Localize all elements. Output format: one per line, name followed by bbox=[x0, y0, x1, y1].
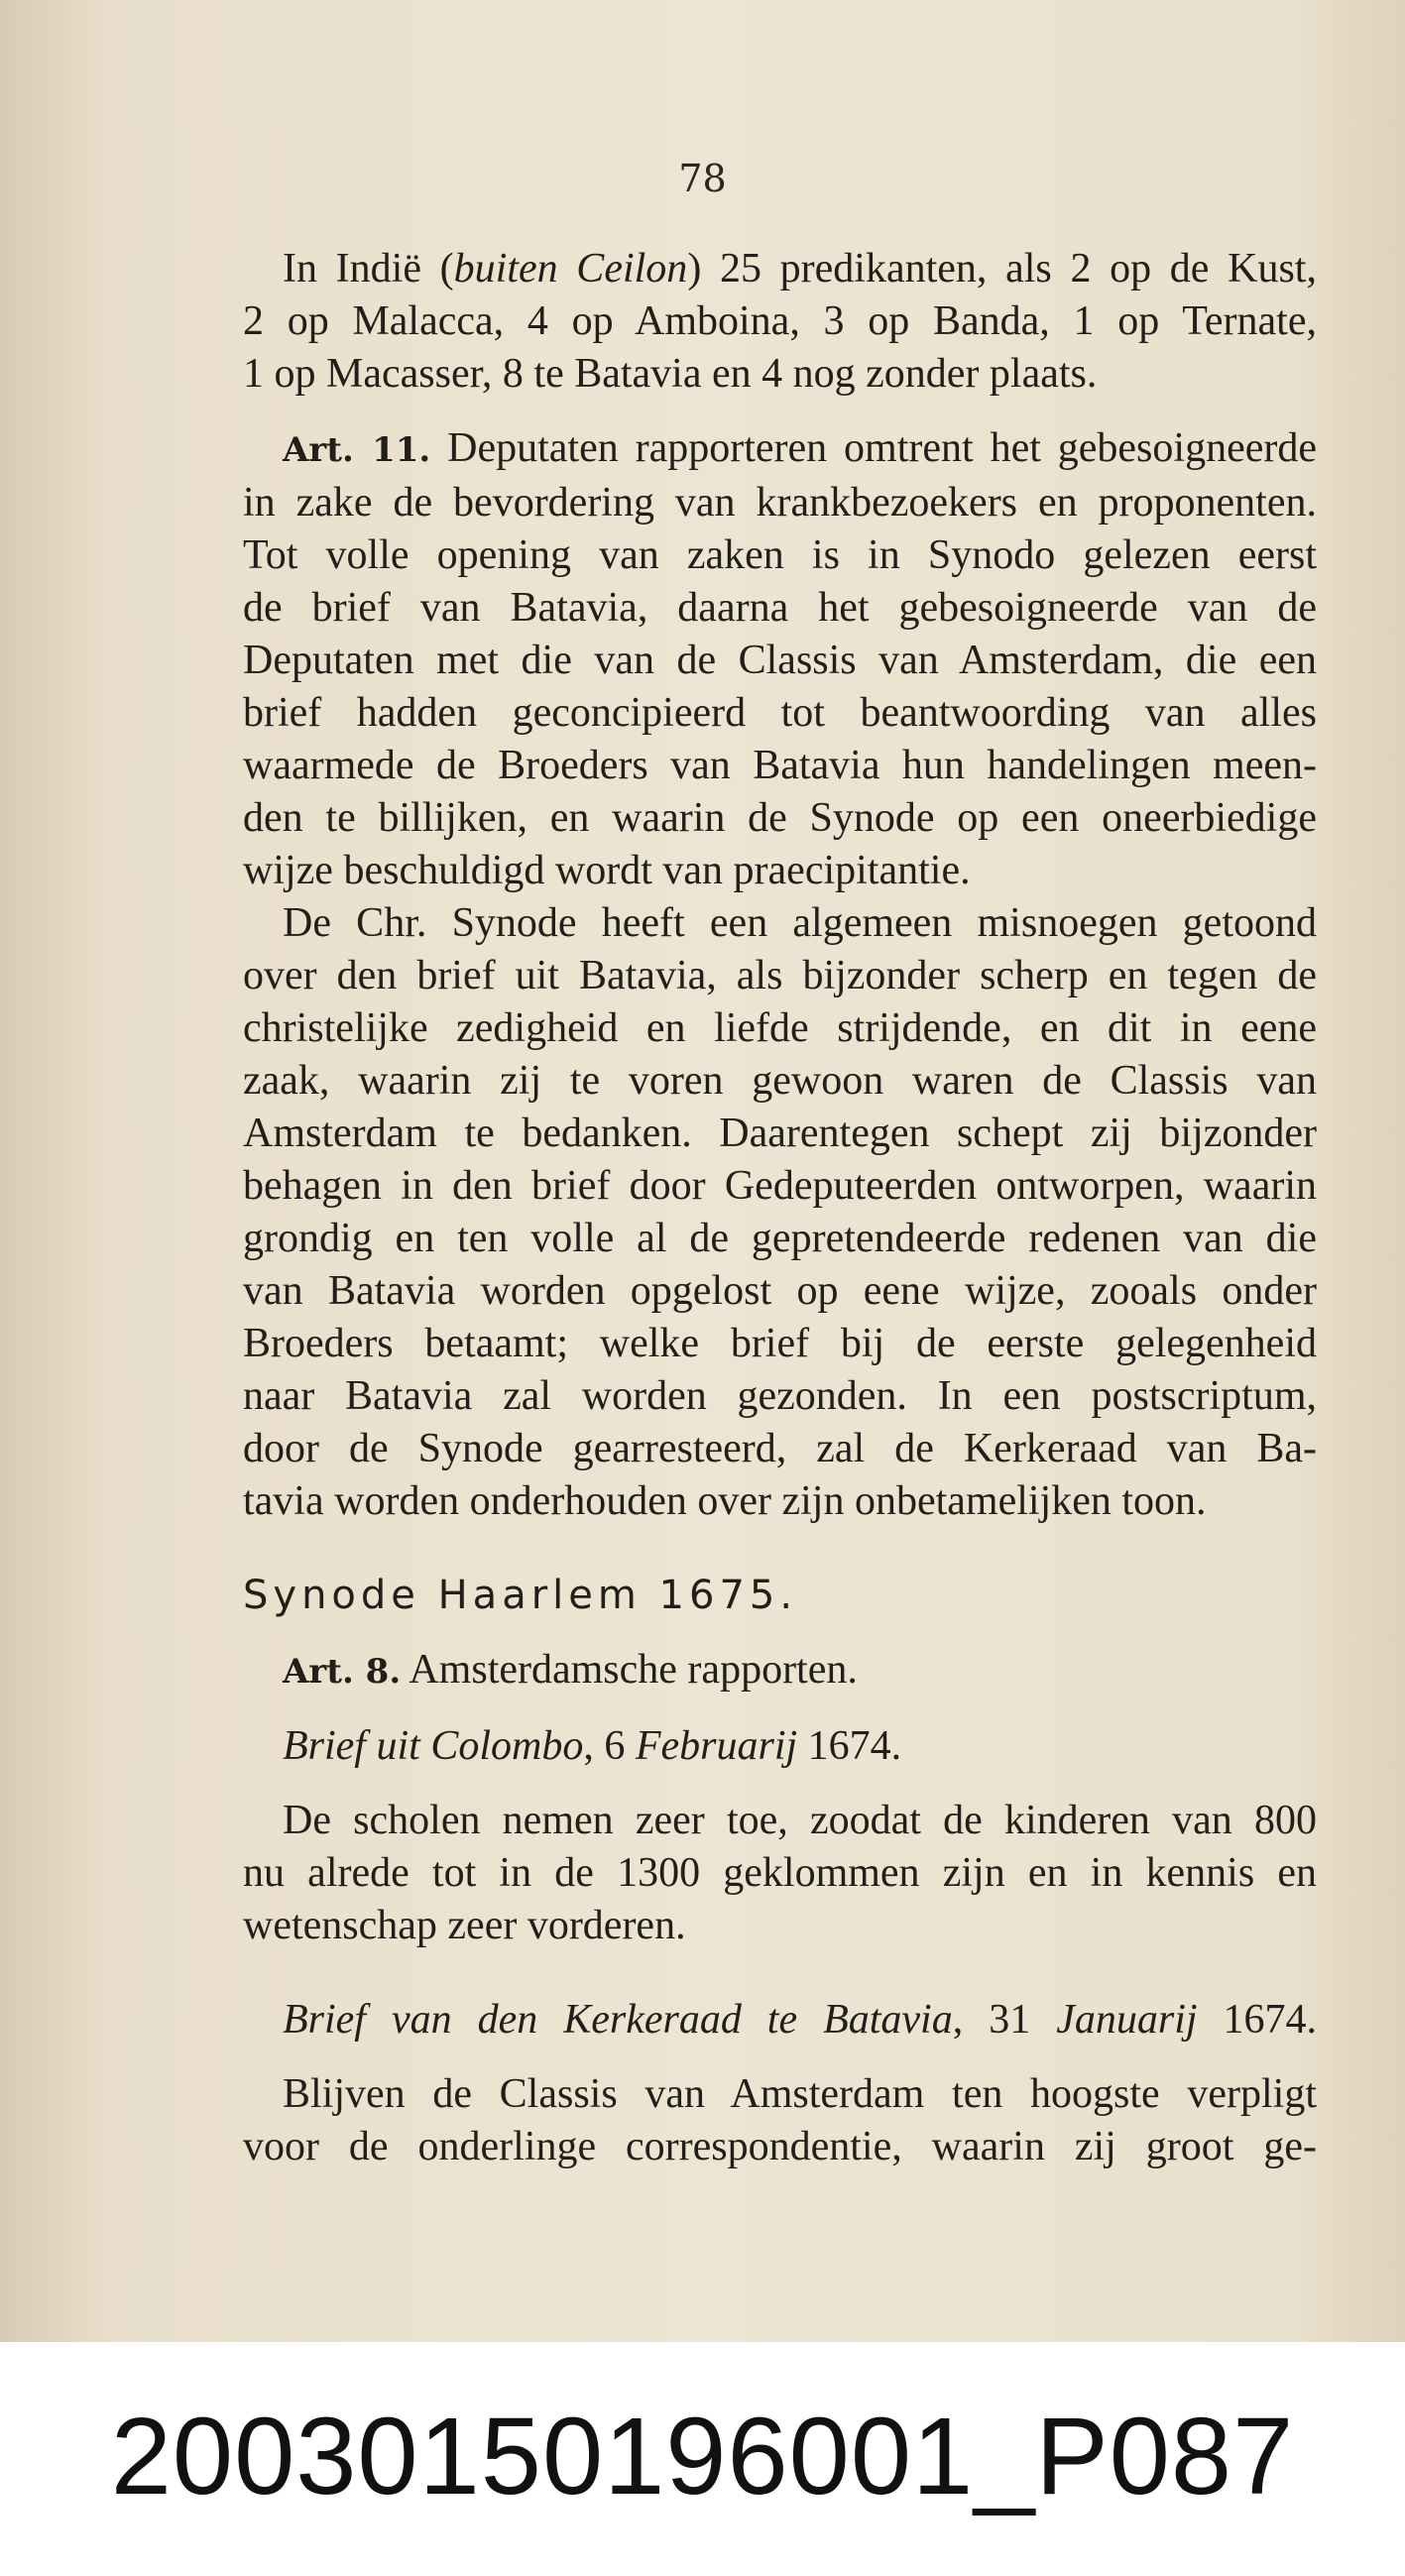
text-line: Blijven de Classis van Amsterdam ten hoogste verpligt bbox=[283, 2071, 1317, 2117]
letter-heading: Brief van den Kerkeraad te Batavia, 31 Januarij 1674. bbox=[283, 1997, 1318, 2043]
text-line: door de Synode gearresteerd, zal de Kerkeraad van Ba- bbox=[243, 1426, 1317, 1471]
text-line: van Batavia worden opgelost op eene wijze, zooals onder bbox=[243, 1268, 1317, 1314]
text-line: in zake de bevordering van krankbezoekers en proponenten. bbox=[243, 480, 1317, 526]
page-number: 78 bbox=[678, 157, 727, 200]
article-label: Art. 8. bbox=[283, 1652, 402, 1692]
text-line: grondig en ten volle al de gepretendeerde redenen van die bbox=[243, 1216, 1317, 1261]
text-line: zaak, waarin zij te voren gewoon waren de Classis van bbox=[243, 1058, 1317, 1104]
article-heading-line: Art. 11. Deputaten rapporteren omtrent het gebesoigneerde bbox=[283, 425, 1317, 471]
file-identifier: 20030150196001_P087 bbox=[110, 2396, 1295, 2517]
text-line: De Chr. Synode heeft een algemeen misnoegen getoond bbox=[283, 900, 1317, 946]
text-line: brief hadden geconcipieerd tot beantwoording van alles bbox=[243, 690, 1317, 736]
text-line: nu alrede tot in de 1300 geklommen zijn en in kennis en bbox=[243, 1850, 1317, 1896]
text-line: Amsterdam te bedanken. Daarentegen schept zij bijzonder bbox=[243, 1111, 1317, 1156]
text-line: Tot volle opening van zaken is in Synodo gelezen eerst bbox=[243, 532, 1317, 578]
section-heading: Synode Haarlem 1675. bbox=[243, 1573, 798, 1618]
text-line: over den brief uit Batavia, als bijzonder scherp en tegen de bbox=[243, 953, 1317, 998]
article-label: Art. 11. bbox=[283, 430, 431, 470]
text-line: naar Batavia zal worden gezonden. In een postscriptum, bbox=[243, 1373, 1317, 1419]
text-line: christelijke zedigheid en liefde strijdende, en dit in eene bbox=[243, 1005, 1317, 1051]
file-caption-bar bbox=[0, 2342, 1405, 2576]
text-line: behagen in den brief door Gedeputeerden ontworpen, waarin bbox=[243, 1163, 1317, 1209]
text-line: 1 op Macasser, 8 te Batavia en 4 nog zonder plaats. bbox=[243, 351, 1098, 397]
article-heading-line: Art. 8. Amsterdamsche rapporten. bbox=[283, 1647, 858, 1693]
text-line: 2 op Malacca, 4 op Amboina, 3 op Banda, 1 op Ternate, bbox=[243, 298, 1317, 344]
letter-heading: Brief uit Colombo, 6 Februarij 1674. bbox=[283, 1723, 902, 1769]
text-line: waarmede de Broeders van Batavia hun handelingen meen- bbox=[243, 743, 1317, 788]
text-line: tavia worden onderhouden over zijn onbetamelijken toon. bbox=[243, 1478, 1207, 1524]
text-line: In Indië (buiten Ceilon) 25 predikanten, als 2 op de Kust, bbox=[283, 246, 1317, 292]
text-line: wijze beschuldigd wordt van praecipitantie. bbox=[243, 848, 971, 893]
text-line: Deputaten met die van de Classis van Amsterdam, die een bbox=[243, 638, 1317, 683]
text-line: wetenschap zeer vorderen. bbox=[243, 1903, 686, 1948]
text-line: Broeders betaamt; welke brief bij de eerste gelegenheid bbox=[243, 1321, 1317, 1366]
page-body bbox=[243, 243, 1317, 2173]
text-line: de brief van Batavia, daarna het gebesoigneerde van de bbox=[243, 585, 1317, 631]
text-line: voor de onderlinge correspondentie, waarin zij groot ge- bbox=[243, 2124, 1317, 2169]
text-line: den te billijken, en waarin de Synode op een oneerbiedige bbox=[243, 795, 1317, 841]
text-line: De scholen nemen zeer toe, zoodat de kinderen van 800 bbox=[283, 1798, 1317, 1843]
